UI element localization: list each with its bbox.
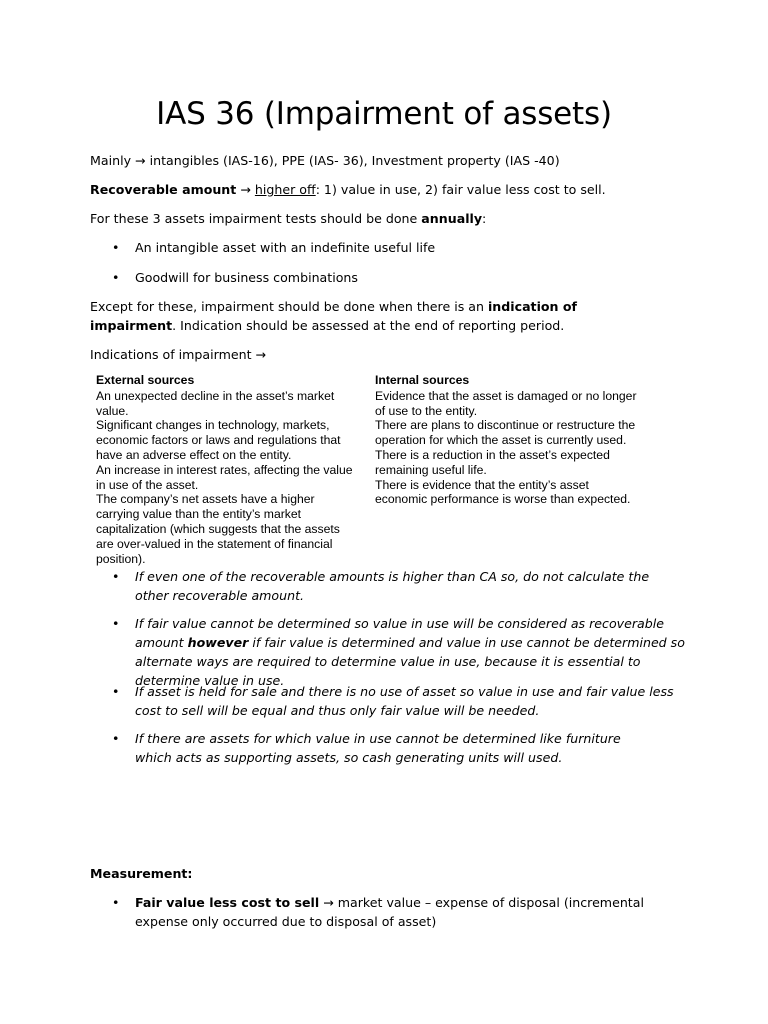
arrow-icon: → xyxy=(135,153,146,168)
bullet-icon: • xyxy=(112,684,120,699)
internal-sources-column xyxy=(375,373,637,507)
bullet-icon: • xyxy=(112,731,120,746)
arrow-icon: → xyxy=(323,895,334,910)
annual-post: : xyxy=(482,211,487,226)
except-post: . Indication should be assessed at the end of reporting period. xyxy=(172,318,565,333)
external-sources-heading: External sources xyxy=(96,373,195,387)
list-item-text: If there are assets for which value in use cannot be determined like furniture which acts as supporting assets, so cash generating units will used. xyxy=(135,731,621,765)
annually-text: annually xyxy=(421,211,483,226)
higher-off-text: higher off xyxy=(254,182,316,197)
fair-value-less-cost-label: Fair value less cost to sell xyxy=(135,895,320,910)
note-2-pre: If fair value cannot be determined so value in use will be considered as recoverable amount xyxy=(135,616,664,650)
measurement-item-text: market value – expense of disposal (incremental expense only occurred due to disposal of asset) xyxy=(135,895,644,929)
list-item-text xyxy=(135,614,687,690)
annual-test-line xyxy=(90,209,690,228)
page-title: IAS 36 (Impairment of assets) xyxy=(156,96,612,132)
indications-line xyxy=(90,345,690,364)
indications-label: Indications of impairment xyxy=(90,347,252,362)
except-pre: Except for these, impairment should be done when there is an xyxy=(90,299,488,314)
list-item-text: If even one of the recoverable amounts is higher than CA so, do not calculate the other recoverable amount. xyxy=(135,569,650,603)
arrow-icon: → xyxy=(240,182,251,197)
measurement-heading: Measurement: xyxy=(90,866,193,881)
table-row: An increase in interest rates, affecting the value in use of the asset. xyxy=(96,462,353,492)
except-paragraph xyxy=(90,297,660,335)
note-2-post: if fair value is determined and value in use cannot be determined so alternate ways are required to determine value in use, because it is essential to determine value in use. xyxy=(135,635,685,688)
table-row: Evidence that the asset is damaged or no longer of use to the entity. xyxy=(375,388,637,418)
table-row: There is a reduction in the asset’s expected remaining useful life. xyxy=(375,447,610,477)
table-row: An unexpected decline in the asset’s market value. xyxy=(96,388,335,418)
bullet-icon: • xyxy=(112,569,120,584)
mainly-line xyxy=(90,151,690,170)
list-item-text: Goodwill for business combinations xyxy=(135,270,358,285)
however-text: however xyxy=(187,635,249,650)
mainly-label: Mainly xyxy=(90,153,132,168)
mainly-text: intangibles (IAS-16), PPE (IAS- 36), Investment property (IAS -40) xyxy=(145,153,560,168)
bullet-icon: • xyxy=(112,616,120,631)
annual-pre: For these 3 assets impairment tests should be done xyxy=(90,211,422,226)
recoverable-rest: : 1) value in use, 2) fair value less cost to sell. xyxy=(315,182,606,197)
bullet-icon: • xyxy=(112,270,120,285)
external-sources-column xyxy=(96,373,358,566)
indication-of-impairment-text: indication of impairment xyxy=(90,299,578,333)
bullet-icon: • xyxy=(112,895,120,910)
list-item-text xyxy=(135,893,675,931)
table-row: The company’s net assets have a higher carrying value than the entity’s market capitalization (which suggests that the assets are over-valued in the statement of financial position). xyxy=(96,492,340,566)
recoverable-amount-line xyxy=(90,180,690,199)
table-row: Significant changes in technology, markets, economic factors or laws and regulations that have an adverse effect on the entity. xyxy=(96,418,341,462)
table-row: There is evidence that the entity’s asset economic performance is worse than expected. xyxy=(375,477,631,507)
recoverable-amount-label: Recoverable amount xyxy=(90,182,237,197)
list-item-text: An intangible asset with an indefinite useful life xyxy=(135,240,436,255)
list-item-text: If asset is held for sale and there is no use of asset so value in use and fair value less cost to sell will be equal and thus only fair value will be needed. xyxy=(135,684,674,718)
table-row: There are plans to discontinue or restructure the operation for which the asset is currently used. xyxy=(375,418,636,448)
bullet-icon: • xyxy=(112,240,120,255)
arrow-icon: → xyxy=(255,347,267,362)
internal-sources-heading: Internal sources xyxy=(375,373,470,387)
